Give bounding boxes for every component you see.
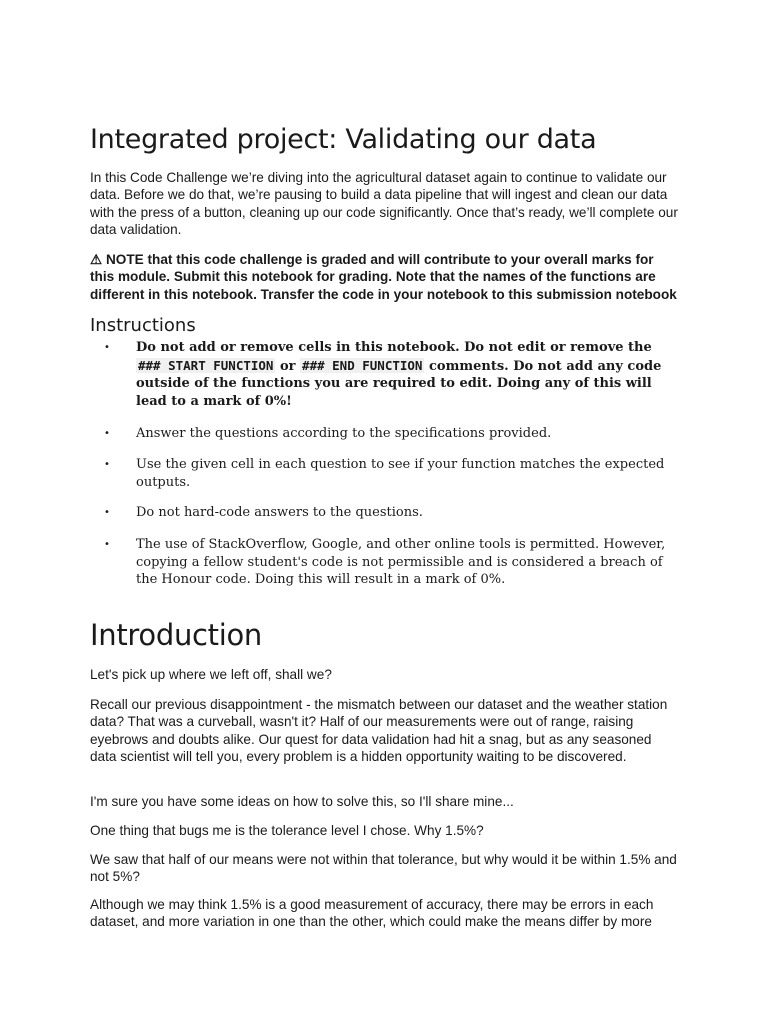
intro-p6: Although we may think 1.5% is a good measurement of accuracy, there may be errors in each dataset, and more variation in one than the other, which could make the means differ by more xyxy=(90,897,654,930)
list-item xyxy=(90,456,680,491)
bullet-icon: • xyxy=(104,459,110,470)
intro-p5: We saw that half of our means were not within that tolerance, but why would it be within 1.5% and not 5%? xyxy=(90,852,677,885)
bullet-icon: • xyxy=(104,342,110,353)
bullet-icon: • xyxy=(104,507,110,518)
intro-p1: Let's pick up where we left off, shall we? xyxy=(90,667,332,682)
instruction-text: The use of StackOverflow, Google, and other online tools is permitted. However, copying a fellow student's code is not permissible and is considered a breach of the Honour code. Doing this will result in a mark of 0%. xyxy=(136,537,666,587)
intro-p4: One thing that bugs me is the tolerance level I chose. Why 1.5%? xyxy=(90,823,484,838)
instruction-text: Answer the questions according to the specifications provided. xyxy=(136,426,552,441)
instruction-text: Do not hard-code answers to the questions. xyxy=(136,505,423,520)
intro-p2: Recall our previous disappointment - the mismatch between our dataset and the weather station data? That was a curveball, wasn't it? Half of our measurements were out of range, raising eyebrows and doubts alike. Our quest for data validation had hit a snag, but as any seasoned data scientist will tell you, every problem is a hidden opportunity waiting to be discovered. xyxy=(90,697,668,764)
list-item xyxy=(90,504,680,522)
instruction-text-part: comments. Do not add any code outside of the functions you are required to edit. Doing any of this will lead to a mark of 0%! xyxy=(136,358,662,409)
page-title: Integrated project: Validating our data xyxy=(90,124,597,155)
list-item xyxy=(90,425,680,443)
instruction-text-part: or xyxy=(275,358,301,374)
instruction-text: Use the given cell in each question to see if your function matches the expected outputs. xyxy=(136,457,665,490)
introduction-heading: Introduction xyxy=(90,618,263,652)
bullet-icon: • xyxy=(104,539,110,550)
intro-paragraph: In this Code Challenge we’re diving into the agricultural dataset again to continue to validate our data. Before we do that, we’re pausing to build a data pipeline that will ingest and clean our data with the press of a button, cleaning up our code significantly. Once that’s ready, we’ll complete our data validation. xyxy=(90,170,678,237)
instructions-heading: Instructions xyxy=(90,315,196,336)
start-function-code: ### START FUNCTION xyxy=(138,357,274,373)
list-item xyxy=(90,339,680,410)
intro-p3: I'm sure you have some ideas on how to solve this, so I'll share mine... xyxy=(90,794,514,809)
grading-note: ⚠ NOTE that this code challenge is graded and will contribute to your overall marks for this module. Submit this notebook for grading. Note that the names of the functions are different in this notebook. Transfer the code in your notebook to this submission notebook xyxy=(90,252,677,302)
instruction-text xyxy=(136,339,671,410)
list-item xyxy=(90,536,680,589)
end-function-code: ### END FUNCTION xyxy=(302,357,423,373)
bullet-icon: • xyxy=(104,428,110,439)
instruction-text-part: Do not add or remove cells in this notebook. Do not edit or remove the xyxy=(136,340,652,355)
